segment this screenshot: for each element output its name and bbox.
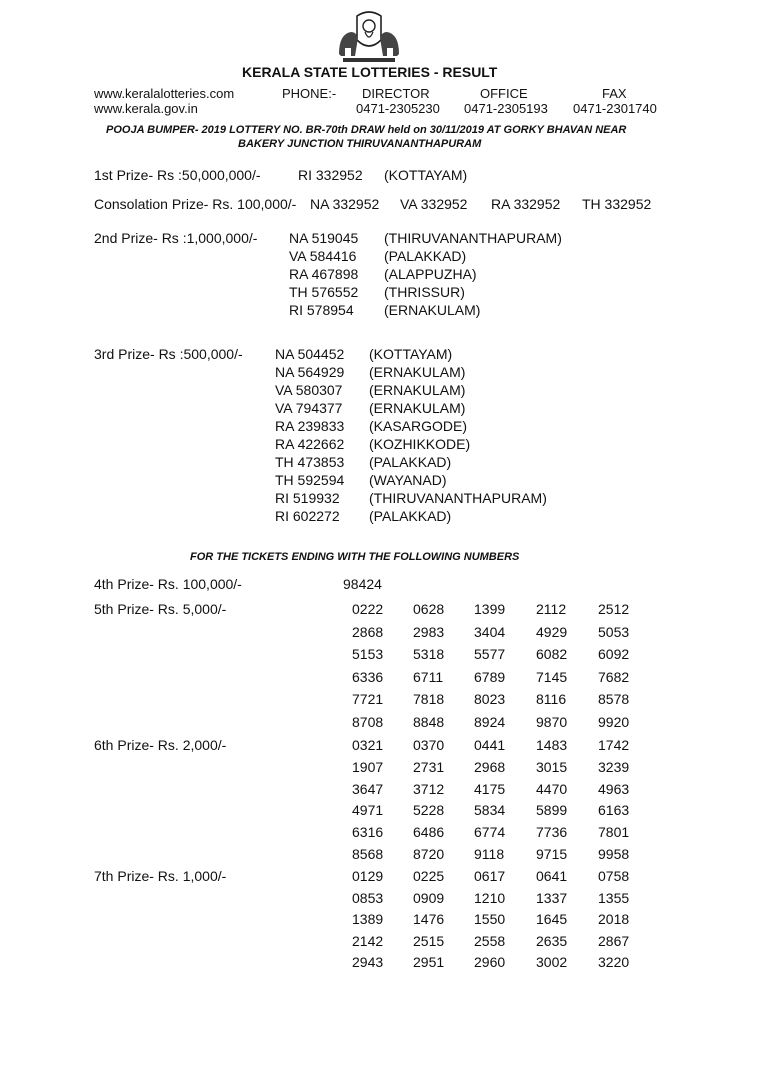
seventh-prize-number: 0129 (352, 868, 384, 884)
seventh-prize-number: 2018 (598, 911, 630, 928)
fifth-prize-number: 6336 (352, 668, 384, 685)
fifth-prize-number: 8848 (413, 714, 445, 730)
third-prize-ticket: TH 473853 (275, 454, 345, 470)
third-prize-ticket: RA 239833 (275, 418, 345, 434)
second-prize-place: (PALAKKAD) (384, 248, 467, 264)
fifth-prize-number: 6082 (536, 646, 568, 663)
fourth-prize-number: 98424 (343, 576, 382, 592)
fifth-prize-number: 5053 (598, 623, 630, 640)
third-prize-ticket: VA 794377 (275, 400, 343, 416)
office-phone: 0471-2305193 (464, 101, 548, 116)
sixth-prize-number: 9118 (474, 846, 505, 862)
sixth-prize-number: 3239 (598, 758, 630, 775)
sixth-prize-number: 4963 (598, 780, 630, 797)
fifth-prize-number: 2983 (413, 623, 445, 640)
seventh-prize-number: 2142 (352, 932, 384, 949)
fifth-prize-number: 5153 (352, 646, 384, 663)
sixth-prize-number: 6774 (474, 824, 506, 841)
consolation-prize-label: Consolation Prize- Rs. 100,000/- (94, 196, 297, 212)
sixth-prize-number: 6163 (598, 802, 630, 819)
seventh-prize-number: 0641 (536, 868, 568, 884)
fifth-prize-number: 2112 (536, 601, 567, 617)
third-prize-place: (KASARGODE) (369, 418, 468, 434)
fifth-prize-number: 6789 (474, 668, 506, 685)
third-prize-ticket: RA 422662 (275, 436, 345, 452)
third-prize-place: (PALAKKAD) (369, 508, 452, 524)
seventh-prize-number: 2943 (352, 954, 384, 971)
sixth-prize-number: 0370 (413, 737, 445, 753)
fifth-prize-number: 8924 (474, 714, 506, 730)
endings-heading: FOR THE TICKETS ENDING WITH THE FOLLOWING NUMBERS (190, 551, 520, 563)
third-prize-ticket: TH 592594 (275, 472, 345, 488)
sixth-prize-number: 4470 (536, 780, 568, 797)
third-prize-ticket: VA 580307 (275, 382, 343, 398)
sixth-prize-number: 7736 (536, 824, 568, 841)
sixth-prize-number: 5228 (413, 802, 445, 819)
fifth-prize-number: 9870 (536, 714, 568, 730)
second-prize-label: 2nd Prize- Rs :1,000,000/- (94, 230, 258, 246)
third-prize-ticket: RI 519932 (275, 490, 340, 506)
seventh-prize-label: 7th Prize- Rs. 1,000/- (94, 868, 227, 884)
sixth-prize-number: 1742 (598, 737, 630, 753)
fifth-prize-number: 2868 (352, 623, 384, 640)
sixth-prize-number: 5899 (536, 802, 568, 819)
director-label: DIRECTOR (362, 86, 430, 101)
website-link-lotteries[interactable]: www.keralalotteries.com (94, 86, 235, 101)
second-prize-place: (THRISSUR) (384, 284, 465, 300)
seventh-prize-number: 2635 (536, 932, 568, 949)
sixth-prize-number: 1483 (536, 737, 568, 753)
second-prize-ticket: TH 576552 (289, 284, 359, 300)
first-prize-label: 1st Prize- Rs :50,000,000/- (94, 167, 261, 183)
seventh-prize-number: 1550 (474, 911, 506, 928)
seventh-prize-number: 0225 (413, 868, 445, 884)
third-prize-place: (WAYANAD) (369, 472, 447, 488)
sixth-prize-number: 0441 (474, 737, 506, 753)
fifth-prize-number: 7682 (598, 668, 630, 685)
fourth-prize-label: 4th Prize- Rs. 100,000/- (94, 576, 242, 592)
fifth-prize-number: 0628 (413, 601, 445, 617)
page-title: KERALA STATE LOTTERIES - RESULT (242, 64, 498, 80)
sixth-prize-number: 2968 (474, 758, 506, 775)
seventh-prize-number: 0853 (352, 889, 384, 906)
website-link-gov[interactable]: www.kerala.gov.in (94, 101, 198, 116)
fax-number: 0471-2301740 (573, 101, 657, 116)
seventh-prize-number: 0617 (474, 868, 506, 884)
sixth-prize-number: 1907 (352, 758, 384, 775)
director-phone: 0471-2305230 (356, 101, 440, 116)
seventh-prize-number: 2867 (598, 932, 630, 949)
fifth-prize-number: 2512 (598, 601, 630, 617)
fifth-prize-number: 0222 (352, 601, 384, 617)
fifth-prize-number: 4929 (536, 623, 568, 640)
second-prize-place: (ALAPPUZHA) (384, 266, 477, 282)
seventh-prize-number: 2960 (474, 954, 506, 971)
sixth-prize-number: 0321 (352, 737, 384, 753)
fifth-prize-number: 8578 (598, 691, 630, 708)
third-prize-place: (ERNAKULAM) (369, 364, 466, 380)
fifth-prize-number: 7145 (536, 668, 568, 685)
sixth-prize-number: 8568 (352, 846, 384, 862)
third-prize-ticket: NA 564929 (275, 364, 345, 380)
fifth-prize-number: 8023 (474, 691, 506, 708)
sixth-prize-number: 3647 (352, 780, 384, 797)
third-prize-place: (ERNAKULAM) (369, 382, 466, 398)
fifth-prize-number: 7721 (352, 691, 384, 708)
seventh-prize-number: 2558 (474, 932, 506, 949)
seventh-prize-number: 1355 (598, 889, 630, 906)
sixth-prize-number: 5834 (474, 802, 506, 819)
third-prize-ticket: NA 504452 (275, 346, 345, 362)
sixth-prize-label: 6th Prize- Rs. 2,000/- (94, 737, 227, 753)
third-prize-place: (KOTTAYAM) (369, 346, 453, 362)
fifth-prize-number: 7818 (413, 691, 445, 708)
second-prize-place: (ERNAKULAM) (384, 302, 481, 318)
draw-info-line1: POOJA BUMPER- 2019 LOTTERY NO. BR-70th DRAW held on 30/11/2019 AT GORKY BHAVAN NEAR (106, 124, 627, 136)
sixth-prize-number: 3015 (536, 758, 568, 775)
fifth-prize-number: 8116 (536, 691, 567, 708)
fifth-prize-number: 6711 (413, 668, 444, 685)
second-prize-ticket: RA 467898 (289, 266, 359, 282)
fax-label: FAX (602, 86, 627, 101)
third-prize-place: (ERNAKULAM) (369, 400, 466, 416)
seventh-prize-number: 1645 (536, 911, 568, 928)
third-prize-ticket: RI 602272 (275, 508, 340, 524)
seventh-prize-number: 0909 (413, 889, 445, 906)
fifth-prize-number: 6092 (598, 646, 630, 663)
phone-label: PHONE:- (282, 86, 337, 101)
second-prize-ticket: VA 584416 (289, 248, 357, 264)
consolation-ticket: NA 332952 (310, 196, 380, 212)
fifth-prize-number: 9920 (598, 714, 630, 730)
consolation-ticket: VA 332952 (400, 196, 468, 212)
sixth-prize-number: 2731 (413, 758, 445, 775)
third-prize-place: (THIRUVANANTHAPURAM) (369, 490, 547, 506)
first-prize-ticket: RI 332952 (298, 167, 363, 183)
sixth-prize-number: 8720 (413, 846, 445, 862)
seventh-prize-number: 1389 (352, 911, 384, 928)
sixth-prize-number: 9958 (598, 846, 630, 862)
sixth-prize-number: 6486 (413, 824, 445, 841)
first-prize-place: (KOTTAYAM) (384, 167, 468, 183)
sixth-prize-number: 4175 (474, 780, 506, 797)
sixth-prize-number: 7801 (598, 824, 630, 841)
sixth-prize-number: 3712 (413, 780, 445, 797)
seventh-prize-number: 1337 (536, 889, 568, 906)
second-prize-ticket: NA 519045 (289, 230, 359, 246)
consolation-ticket: TH 332952 (582, 196, 652, 212)
fifth-prize-number: 3404 (474, 623, 506, 640)
sixth-prize-number: 6316 (352, 824, 384, 841)
sixth-prize-number: 4971 (352, 802, 384, 819)
draw-info-line2: BAKERY JUNCTION THIRUVANANTHAPURAM (238, 138, 482, 150)
seventh-prize-number: 2515 (413, 932, 445, 949)
third-prize-place: (PALAKKAD) (369, 454, 452, 470)
fifth-prize-number: 5577 (474, 646, 506, 663)
fifth-prize-number: 5318 (413, 646, 445, 663)
fifth-prize-number: 8708 (352, 714, 384, 730)
seventh-prize-number: 3220 (598, 954, 630, 971)
seventh-prize-number: 0758 (598, 868, 630, 884)
fifth-prize-label: 5th Prize- Rs. 5,000/- (94, 601, 227, 617)
second-prize-place: (THIRUVANANTHAPURAM) (384, 230, 562, 246)
third-prize-place: (KOZHIKKODE) (369, 436, 471, 452)
fifth-prize-number: 1399 (474, 601, 506, 617)
sixth-prize-number: 9715 (536, 846, 568, 862)
seventh-prize-number: 1476 (413, 911, 445, 928)
office-label: OFFICE (480, 86, 528, 101)
third-prize-label: 3rd Prize- Rs :500,000/- (94, 346, 243, 362)
seventh-prize-number: 2951 (413, 954, 445, 971)
seventh-prize-number: 3002 (536, 954, 568, 971)
consolation-ticket: RA 332952 (491, 196, 561, 212)
kerala-emblem-icon (337, 10, 401, 64)
second-prize-ticket: RI 578954 (289, 302, 354, 318)
seventh-prize-number: 1210 (474, 889, 506, 906)
